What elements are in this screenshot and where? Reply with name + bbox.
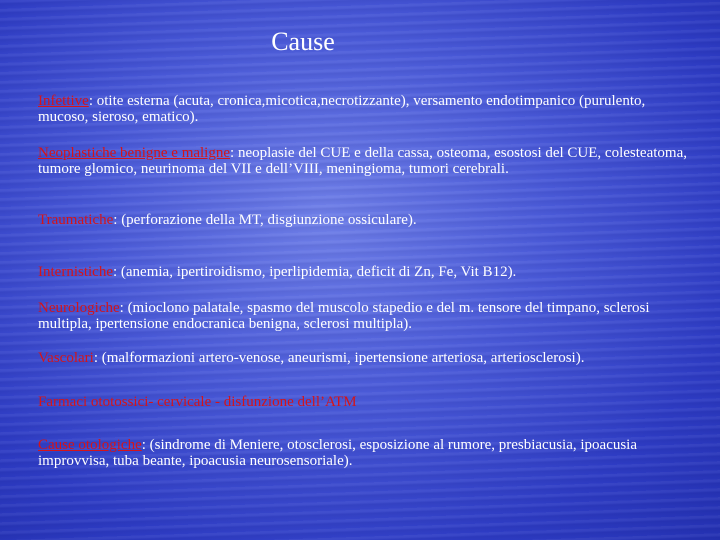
- label-separator: :: [112, 264, 121, 280]
- cause-description: (perforazione della MT, disgiunzione ossiculare).: [121, 212, 417, 228]
- cause-label: Vascolari: [38, 350, 94, 366]
- cause-description: neoplasie del CUE e della cassa, osteoma, esostosi del CUE, colesteatoma, tumore glomico, neurinoma del VII e dell’VIII, meningioma, tumori cerebrali.: [38, 145, 687, 177]
- cause-label: Cause otologiche: [38, 437, 142, 453]
- cause-label: Infettive: [38, 93, 89, 109]
- cause-description: (malformazioni artero-venose, aneurismi, ipertensione arteriosa, arteriosclerosi).: [101, 350, 585, 366]
- label-separator: :: [93, 350, 102, 366]
- cause-item-farmaci: [38, 394, 698, 410]
- cause-label: Neoplastiche benigne e maligne: [38, 145, 231, 161]
- cause-description: (sindrome di Meniere, otosclerosi, esposizione al rumore, presbiacusia, ipoacusia improvvisa, tuba beante, ipoacusia neurosensoriale).: [38, 437, 638, 469]
- cause-description: (mioclono palatale, spasmo del muscolo stapedio e del m. tensore del timpano, sclerosi multipla, ipertensione endocranica benigna, sclerosi multipla).: [38, 300, 650, 332]
- cause-label: Farmaci ototossici- cervicale - disfunzione dell’ATM: [38, 394, 357, 410]
- cause-item-infettive: [38, 93, 698, 125]
- slide-title: Cause: [271, 27, 335, 56]
- cause-item-traumatiche: [38, 212, 698, 228]
- label-separator: :: [113, 212, 122, 228]
- cause-label: Traumatiche: [38, 212, 114, 228]
- cause-item-vascolari: [38, 350, 698, 366]
- cause-description: otite esterna (acuta, cronica,micotica,necrotizzante), versamento endotimpanico (purulento, mucoso, sieroso, ematico).: [38, 93, 646, 125]
- cause-label: Neurologiche: [38, 300, 120, 316]
- cause-item-neoplastiche: [38, 145, 698, 177]
- cause-label: Internistiche: [38, 264, 113, 280]
- label-separator: :: [119, 300, 128, 316]
- label-separator: :: [230, 145, 238, 161]
- cause-description: (anemia, ipertiroidismo, iperlipidemia, deficit di Zn, Fe, Vit B12).: [120, 264, 517, 280]
- label-separator: :: [88, 93, 97, 109]
- cause-item-neurologiche: [38, 300, 698, 332]
- label-separator: :: [141, 437, 150, 453]
- cause-item-otologiche: [38, 437, 698, 469]
- cause-item-internistiche: [38, 264, 698, 280]
